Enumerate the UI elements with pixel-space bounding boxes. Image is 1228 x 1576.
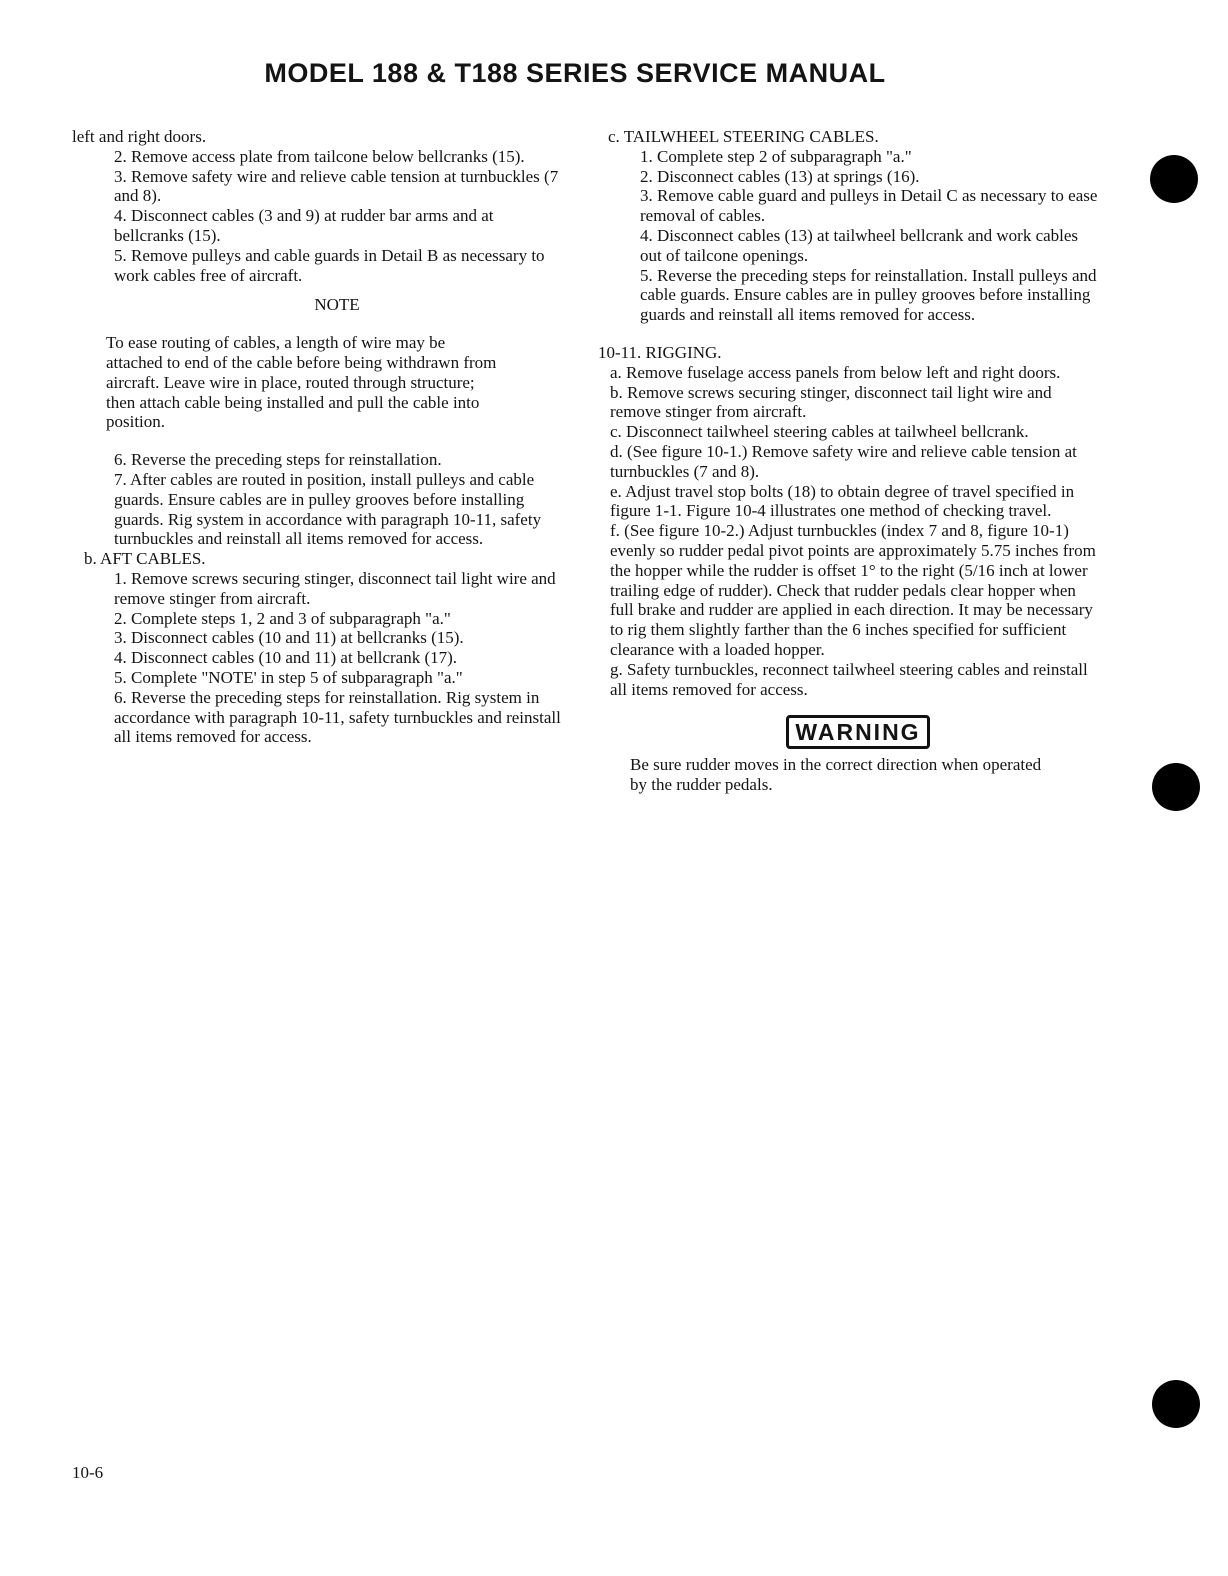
binder-hole: [1152, 1380, 1200, 1428]
step: 6. Reverse the preceding steps for reinstallation.: [114, 450, 442, 470]
step: 3. Disconnect cables (10 and 11) at bellcranks (15).: [114, 628, 464, 648]
step: 5. Reverse the preceding steps for reinstallation. Install pulleys and cable guards. Ensure cables are in pulley grooves before installing guards and reinstall all items removed for access.: [640, 265, 1097, 325]
paragraph: left and right doors.: [72, 127, 207, 146]
step: 3. Remove cable guard and pulleys in Detail C as necessary to ease removal of cables.: [640, 186, 1098, 226]
step: c. Disconnect tailwheel steering cables at tailwheel bellcrank.: [610, 422, 1029, 442]
note-heading: NOTE: [314, 295, 360, 315]
step: 6. Reverse the preceding steps for reinstallation. Rig system in accordance with paragraph 10-11, safety turnbuckles and reinstall all items removed for access.: [114, 687, 561, 747]
step: 1. Complete step 2 of subparagraph "a.": [640, 146, 912, 166]
warning-badge: WARNING: [786, 715, 929, 749]
step: f. (See figure 10-2.) Adjust turnbuckles (index 7 and 8, figure 10-1) evenly so rudder pedal pivot points are approximately 5.75 inches from the hopper while the rudder is offset 1° to the right (5/16 inch at lower trailing edge of rudder). Check that rudder pedals clear hopper when full brake and rudder are applied in each direction. It may be necessary to rig them slightly farther than the 6 inches specified for sufficient clearance with a loaded hopper.: [610, 521, 1096, 659]
note-body: To ease routing of cables, a length of wire may be attached to end of the cable before being withdrawn from aircraft. Leave wire in place, routed through structure; then attach cable being installed and pull the cable into position.: [106, 333, 497, 432]
section-heading-tailwheel-steering: c. TAILWHEEL STEERING CABLES.: [608, 127, 879, 146]
step: e. Adjust travel stop bolts (18) to obtain degree of travel specified in figure 1-1. Figure 10-4 illustrates one method of checking travel.: [610, 481, 1075, 521]
step: 4. Disconnect cables (10 and 11) at bellcrank (17).: [114, 648, 458, 668]
step: 2. Disconnect cables (13) at springs (16).: [640, 166, 920, 186]
step: 2. Complete steps 1, 2 and 3 of subparagraph "a.": [114, 608, 451, 628]
step: 4. Disconnect cables (3 and 9) at rudder bar arms and at bellcranks (15).: [114, 206, 494, 245]
left-column: [72, 127, 562, 747]
binder-hole: [1152, 763, 1200, 811]
section-heading-aft-cables: b. AFT CABLES.: [84, 549, 206, 569]
step: 7. After cables are routed in position, install pulleys and cable guards. Ensure cables are in pulley grooves before installing guards. Rig system in accordance with paragraph 10-11, safety turnbuckles and reinstall all items removed for access.: [114, 469, 542, 549]
step: 2. Remove access plate from tailcone below bellcranks (15).: [114, 146, 525, 166]
step: 5. Remove pulleys and cable guards in Detail B as necessary to work cables free of aircraft.: [114, 245, 545, 285]
step: g. Safety turnbuckles, reconnect tailwheel steering cables and reinstall all items removed for access.: [610, 659, 1088, 699]
step: a. Remove fuselage access panels from below left and right doors.: [610, 362, 1061, 382]
step: 4. Disconnect cables (13) at tailwheel bellcrank and work cables out of tailcone openings.: [640, 225, 1079, 265]
section-heading-rigging: 10-11. RIGGING.: [598, 342, 722, 362]
step: b. Remove screws securing stinger, disconnect tail light wire and remove stinger from aircraft.: [610, 382, 1052, 422]
step: 1. Remove screws securing stinger, disconnect tail light wire and remove stinger from aircraft.: [114, 568, 556, 608]
step: 5. Complete "NOTE' in step 5 of subparagraph "a.": [114, 667, 463, 687]
warning-text: Be sure rudder moves in the correct direction when operated by the rudder pedals.: [630, 755, 1042, 795]
step: d. (See figure 10-1.) Remove safety wire and relieve cable tension at turnbuckles (7 and 8).: [610, 441, 1077, 481]
binder-hole: [1150, 155, 1198, 203]
step: 3. Remove safety wire and relieve cable tension at turnbuckles (7 and 8).: [114, 166, 559, 206]
warning-container: [598, 715, 1098, 749]
page-number: 10-6: [72, 1463, 104, 1482]
right-column: [598, 127, 1098, 795]
page-title: MODEL 188 & T188 SERIES SERVICE MANUAL: [264, 58, 886, 88]
